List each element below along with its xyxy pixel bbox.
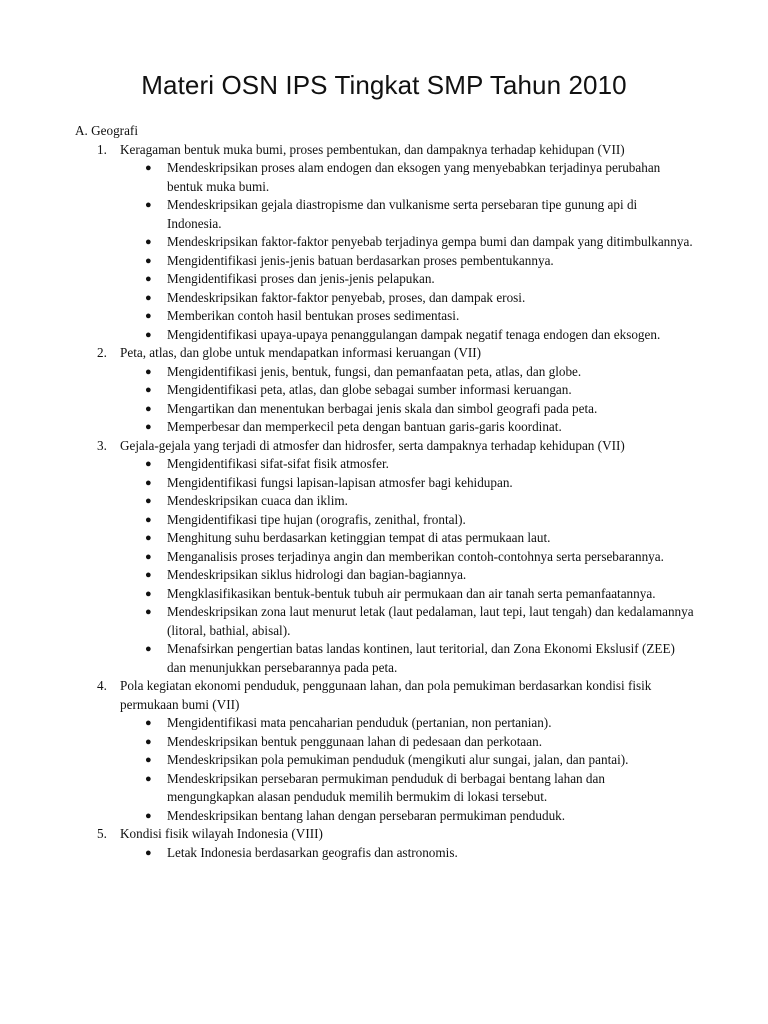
list-item-text: Mengklasifikasikan bentuk-bentuk tubuh air permukaan dan air tanah serta pemanfaatannya. — [167, 585, 656, 601]
list-item — [145, 566, 695, 585]
list-item — [145, 807, 695, 826]
list-item-text: Memperbesar dan memperkecil peta dengan bantuan garis-garis koordinat. — [167, 419, 562, 434]
list-item — [145, 603, 695, 640]
list-item-text: Mengartikan dan menentukan berbagai jenis skala dan simbol geografi pada peta. — [167, 400, 598, 416]
section-heading: A. Geografi — [75, 123, 138, 138]
list-item — [145, 159, 695, 196]
topic-number: 5. — [97, 826, 107, 841]
list-item-text: Mengidentifikasi fungsi lapisan-lapisan atmosfer bagi kehidupan. — [167, 474, 513, 490]
list-item-text: Mendeskripsikan bentang lahan dengan persebaran permukiman penduduk. — [167, 807, 566, 823]
bullet-icon: ● — [145, 606, 152, 618]
list-item-text: Menghitung suhu berdasarkan ketinggian tempat di atas permukaan laut. — [167, 530, 551, 545]
bullet-icon: ● — [145, 365, 152, 378]
bullet-icon: ● — [145, 587, 152, 600]
list-item-text: Mendeskripsikan gejala diastropisme dan vulkanisme serta persebaran tipe gunung api di Indonesia. — [167, 197, 638, 231]
list-item — [145, 548, 695, 567]
topic-heading: Gejala-gejala yang terjadi di atmosfer dan hidrosfer, serta dampaknya terhadap kehidupan (VII) — [120, 437, 625, 453]
list-item — [145, 326, 695, 345]
bullet-icon: ● — [145, 772, 152, 785]
list-item-text: Menganalisis proses terjadinya angin dan memberikan contoh-contohnya serta persebarannya. — [167, 548, 664, 564]
list-item-text: Mengidentifikasi peta, atlas, dan globe sebagai sumber informasi keruangan. — [167, 382, 572, 397]
topic-number: 3. — [97, 437, 107, 453]
page-title: Materi OSN IPS Tingkat SMP Tahun 2010 — [141, 70, 627, 100]
list-item-text: Mendeskripsikan faktor-faktor penyebab terjadinya gempa bumi dan dampak yang ditimbulkannya. — [167, 234, 693, 249]
topic-item — [97, 344, 695, 437]
bullet-icon: ● — [145, 402, 152, 415]
list-item — [145, 381, 695, 400]
bullet-icon: ● — [145, 273, 152, 285]
list-item — [145, 529, 695, 548]
list-item — [145, 751, 695, 770]
topic-heading: Peta, atlas, dan globe untuk mendapatkan informasi keruangan (VII) — [120, 345, 482, 360]
list-item — [145, 289, 695, 308]
topic-heading: Pola kegiatan ekonomi penduduk, penggunaan lahan, dan pola pemukiman berdasarkan kondisi fisik permukaan bumi (VII) — [120, 678, 652, 712]
list-item-text: Mendeskripsikan proses alam endogen dan eksogen yang menyebabkan terjadinya perubahan bentuk muka bumi. — [167, 160, 661, 194]
list-item — [145, 511, 695, 530]
bullet-icon: ● — [145, 754, 152, 766]
list-item — [145, 844, 695, 863]
list-item-text: Mendeskripsikan cuaca dan iklim. — [167, 493, 348, 508]
bullet-icon: ● — [145, 809, 152, 822]
list-item — [145, 270, 695, 289]
bullet-icon: ● — [145, 458, 152, 470]
bullet-list — [120, 844, 695, 863]
list-item-text: Menafsirkan pengertian batas landas kontinen, laut teritorial, dan Zona Ekonomi Ekslusif (ZEE) dan menunjukkan persebarannya pada peta. — [167, 641, 675, 675]
topic-number: 1. — [97, 141, 107, 157]
topic-item — [97, 437, 695, 678]
bullet-list — [120, 159, 695, 344]
bullet-icon: ● — [145, 643, 152, 655]
list-item — [145, 418, 695, 437]
bullet-icon: ● — [145, 328, 152, 341]
bullet-list — [120, 455, 695, 677]
bullet-icon: ● — [145, 236, 152, 248]
bullet-icon: ● — [145, 846, 152, 859]
list-item — [145, 233, 695, 252]
list-item — [145, 640, 695, 677]
bullet-icon: ● — [145, 717, 152, 729]
list-item — [145, 733, 695, 752]
bullet-icon: ● — [145, 254, 152, 267]
list-item-text: Mendeskripsikan bentuk penggunaan lahan di pedesaan dan perkotaan. — [167, 733, 542, 749]
topic-list — [75, 141, 695, 863]
bullet-icon: ● — [145, 495, 152, 507]
bullet-icon: ● — [145, 476, 152, 489]
list-item — [145, 400, 695, 419]
list-item-text: Mengidentifikasi jenis, bentuk, fungsi, dan pemanfaatan peta, atlas, dan globe. — [167, 363, 582, 379]
topic-item — [97, 825, 695, 862]
topic-item — [97, 141, 695, 345]
bullet-icon: ● — [145, 532, 152, 544]
list-item — [145, 455, 695, 474]
list-item — [145, 252, 695, 271]
bullet-icon: ● — [145, 291, 152, 304]
list-item — [145, 714, 695, 733]
list-item-text: Mendeskripsikan faktor-faktor penyebab, proses, dan dampak erosi. — [167, 289, 526, 305]
list-item-text: Mengidentifikasi sifat-sifat fisik atmosfer. — [167, 456, 389, 471]
list-item — [145, 363, 695, 382]
list-item-text: Mendeskripsikan zona laut menurut letak (laut pedalaman, laut tepi, laut tengah) dan kedalamannya (litoral, bathial, abisal). — [167, 604, 694, 638]
list-item-text: Mengidentifikasi mata pencaharian penduduk (pertanian, non pertanian). — [167, 715, 552, 730]
list-item-text: Mendeskripsikan pola pemukiman penduduk (mengikuti alur sungai, jalan, dan pantai). — [167, 752, 629, 767]
list-item — [145, 770, 695, 807]
topic-item — [97, 677, 695, 825]
list-item-text: Mengidentifikasi jenis-jenis batuan berdasarkan proses pembentukannya. — [167, 252, 554, 268]
bullet-icon: ● — [145, 421, 152, 433]
topic-heading: Keragaman bentuk muka bumi, proses pembentukan, dan dampaknya terhadap kehidupan (VII) — [120, 141, 625, 157]
list-item-text: Memberikan contoh hasil bentukan proses sedimentasi. — [167, 308, 460, 323]
list-item-text: Mengidentifikasi proses dan jenis-jenis pelapukan. — [167, 271, 435, 286]
bullet-list — [120, 714, 695, 825]
bullet-icon: ● — [145, 550, 152, 563]
list-item — [145, 474, 695, 493]
bullet-icon: ● — [145, 310, 152, 322]
list-item — [145, 492, 695, 511]
bullet-icon: ● — [145, 384, 152, 396]
topic-number: 4. — [97, 678, 107, 693]
topic-number: 2. — [97, 345, 107, 360]
list-item-text: Mendeskripsikan persebaran permukiman penduduk di berbagai bentang lahan dan mengungkapkan alasan penduduk memilih bermukim di lokasi tersebut. — [167, 770, 605, 804]
list-item — [145, 585, 695, 604]
bullet-icon: ● — [145, 199, 152, 211]
document-body — [75, 122, 695, 862]
list-item-text: Mengidentifikasi upaya-upaya penanggulangan dampak negatif tenaga endogen dan eksogen. — [167, 326, 661, 342]
bullet-list — [120, 363, 695, 437]
bullet-icon: ● — [145, 569, 152, 581]
list-item-text: Letak Indonesia berdasarkan geografis dan astronomis. — [167, 844, 458, 860]
bullet-icon: ● — [145, 513, 152, 526]
bullet-icon: ● — [145, 162, 152, 174]
list-item — [145, 196, 695, 233]
list-item — [145, 307, 695, 326]
list-item-text: Mendeskripsikan siklus hidrologi dan bagian-bagiannya. — [167, 567, 467, 582]
list-item-text: Mengidentifikasi tipe hujan (orografis, zenithal, frontal). — [167, 511, 466, 527]
bullet-icon: ● — [145, 735, 152, 748]
topic-heading: Kondisi fisik wilayah Indonesia (VIII) — [120, 826, 323, 841]
